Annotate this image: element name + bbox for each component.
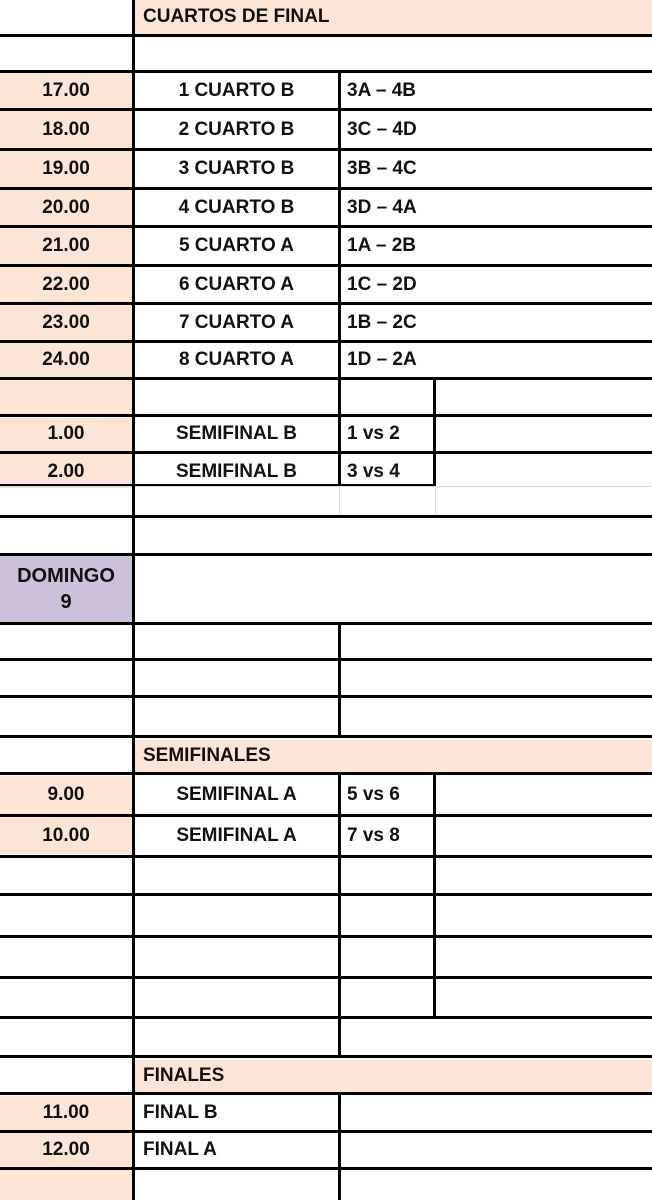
row-border (0, 976, 652, 979)
column-border (338, 1095, 341, 1200)
row-border (0, 658, 652, 661)
time-cell: 18.00 (42, 118, 90, 140)
pairing-cell: 3C – 4D (347, 118, 417, 140)
pairing-cell: 1 vs 2 (347, 423, 400, 444)
match-cell: SEMIFINAL A (176, 825, 297, 846)
match-cell: 7 CUARTO A (178, 311, 295, 333)
match-cell: SEMIFINAL A (176, 783, 297, 805)
match-cell: 2 CUARTO B (178, 118, 295, 140)
day-label: DOMINGO (17, 565, 115, 587)
time-cell: 9.00 (47, 783, 85, 805)
match-cell: 4 CUARTO B (178, 196, 295, 218)
row-border (0, 515, 652, 518)
row-border (0, 1167, 652, 1170)
pairing-cell: 1A – 2B (347, 235, 416, 256)
match-cell: SEMIFINAL B (175, 423, 298, 444)
column-border (433, 775, 436, 1016)
column-border (433, 380, 436, 484)
day-cell (0, 556, 132, 622)
pairing-cell: 3 vs 4 (347, 461, 400, 482)
time-cell: 11.00 (42, 1101, 90, 1123)
match-cell: 3 CUARTO B (178, 158, 295, 179)
row-border (0, 622, 652, 625)
row-border (0, 1055, 652, 1058)
pairing-cell: 5 vs 6 (347, 783, 400, 805)
match-cell: FINAL B (143, 1101, 218, 1123)
row-border (0, 377, 652, 380)
time-cell: 2.00 (47, 461, 85, 482)
section-title-semifinales: SEMIFINALES (143, 745, 271, 766)
pairing-cell: 3B – 4C (347, 158, 417, 179)
pairing-cell: 1C – 2D (347, 273, 417, 295)
row-border (0, 34, 652, 37)
time-cell: 24.00 (42, 349, 90, 370)
column-border (338, 625, 341, 738)
match-cell: 8 CUARTO A (178, 349, 295, 370)
section-title-cuartos: CUARTOS DE FINAL (143, 6, 330, 27)
pairing-cell: 3A – 4B (347, 79, 416, 101)
pairing-cell: 3D – 4A (347, 196, 417, 218)
time-cell: 21.00 (42, 235, 90, 256)
match-cell: 6 CUARTO A (178, 273, 295, 295)
row-border (0, 893, 652, 896)
time-cell: 19.00 (42, 158, 90, 179)
match-cell: 1 CUARTO B (178, 79, 295, 101)
row-border (0, 1016, 652, 1019)
time-column-bg (0, 378, 133, 415)
row-border (0, 935, 652, 938)
time-cell: 22.00 (42, 273, 90, 295)
time-column-bg (0, 1170, 133, 1200)
time-cell: 20.00 (42, 196, 90, 218)
pairing-cell: 1D – 2A (347, 349, 417, 370)
row-border (0, 735, 652, 738)
pairing-cell: 1B – 2C (347, 311, 417, 333)
match-cell: 5 CUARTO A (178, 235, 295, 256)
column-border (435, 486, 436, 515)
section-title-finales: FINALES (143, 1065, 225, 1086)
match-cell: SEMIFINAL B (175, 461, 298, 482)
time-cell: 10.00 (42, 825, 90, 846)
time-cell: 17.00 (42, 79, 90, 101)
time-cell: 23.00 (42, 311, 90, 333)
column-border (338, 1019, 341, 1055)
row-border (0, 695, 652, 698)
pairing-cell: 7 vs 8 (347, 825, 400, 846)
day-number: 9 (60, 591, 72, 613)
column-border (339, 486, 340, 515)
row-border (0, 855, 652, 858)
time-cell: 1.00 (47, 423, 85, 444)
time-cell: 12.00 (42, 1139, 90, 1160)
match-cell: FINAL A (143, 1139, 217, 1160)
